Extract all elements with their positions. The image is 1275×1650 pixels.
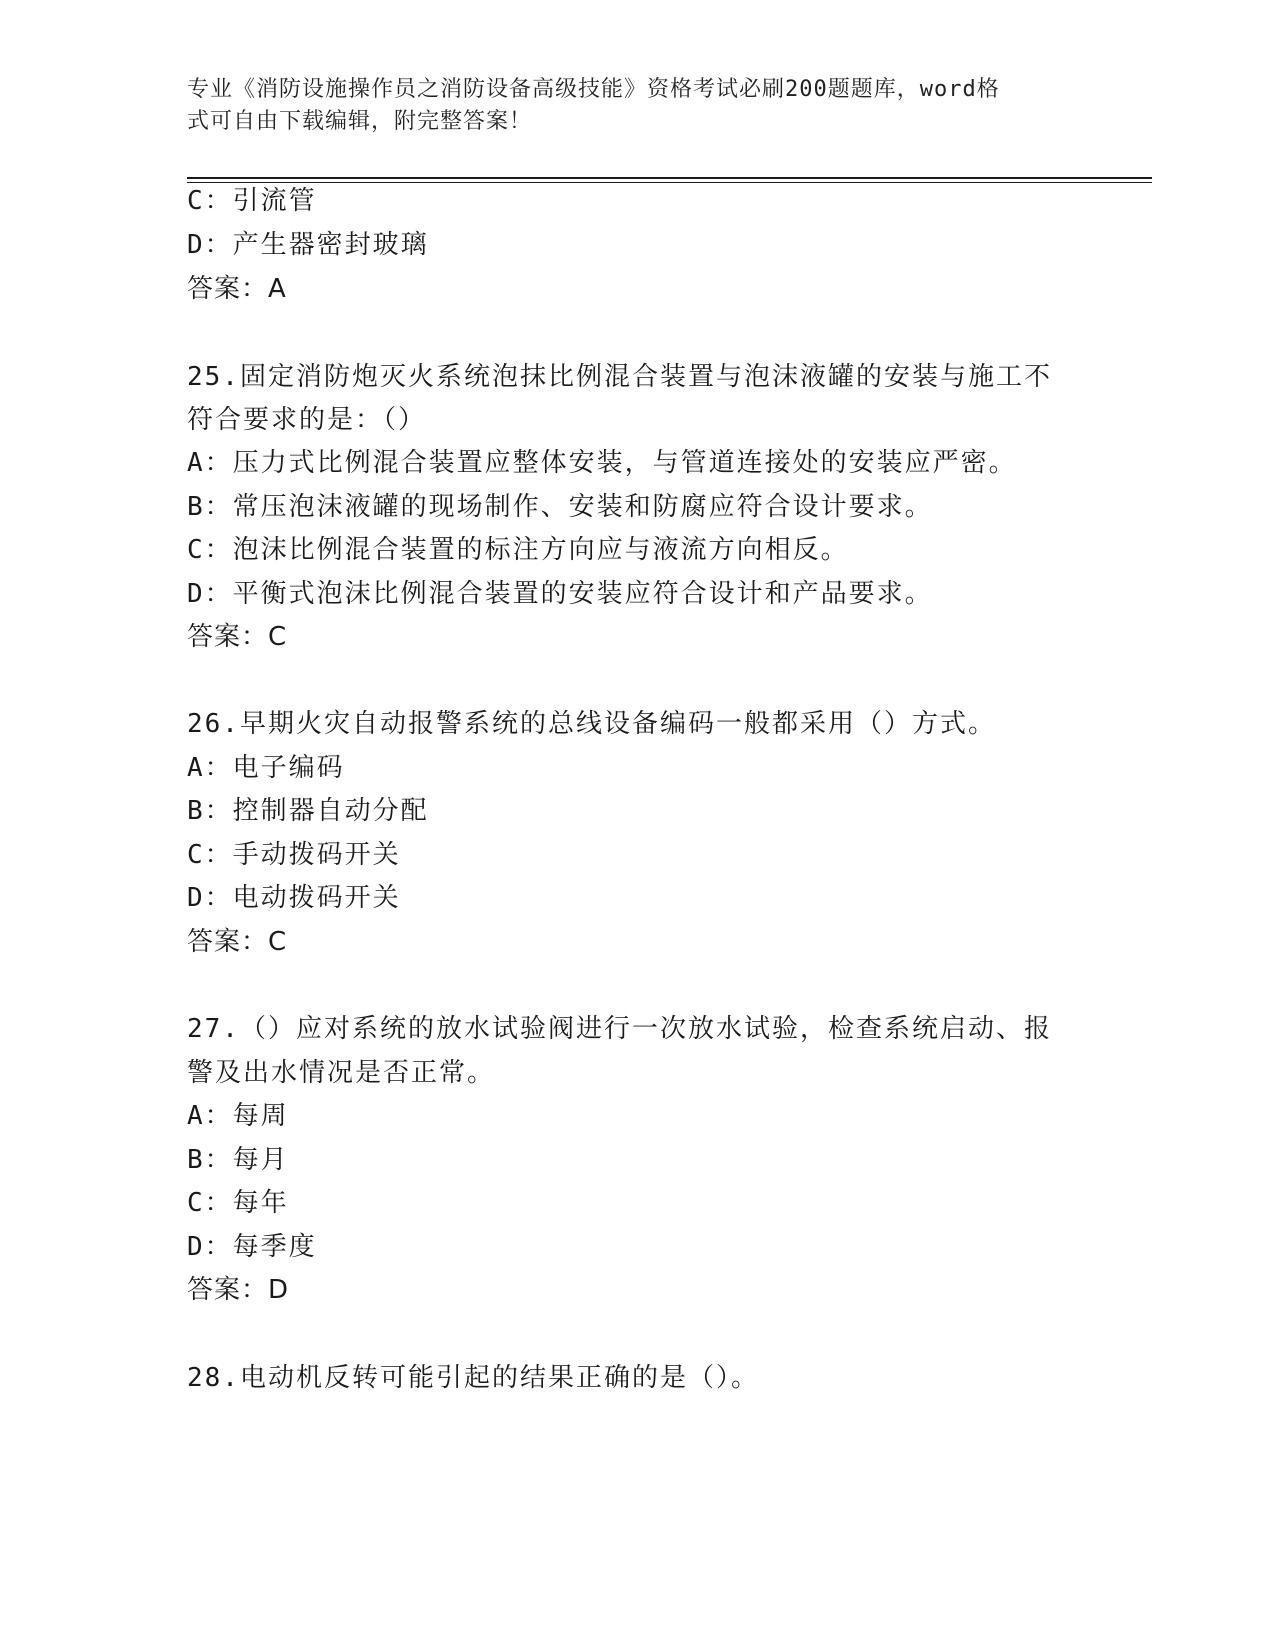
option-d: D：产生器密封玻璃 bbox=[187, 230, 429, 260]
option-c: C：泡沫比例混合装置的标注方向应与液流方向相反。 bbox=[187, 535, 849, 565]
option-d: D：每季度 bbox=[187, 1232, 317, 1262]
answer-line: 答案：D bbox=[187, 1275, 290, 1305]
option-c: C：手动拨码开关 bbox=[187, 840, 401, 870]
option-b: B：控制器自动分配 bbox=[187, 796, 429, 826]
answer-line: 答案：C bbox=[187, 622, 288, 652]
question-text: 28.电动机反转可能引起的结果正确的是（）。 bbox=[187, 1363, 759, 1393]
option-a: A：压力式比例混合装置应整体安装，与管道连接处的安装应严密。 bbox=[187, 448, 1017, 478]
option-a: A：电子编码 bbox=[187, 753, 345, 783]
header-line-1: 专业《消防设施操作员之消防设备高级技能》资格考试必刷200题题库，word格 bbox=[187, 77, 1000, 102]
document-header bbox=[187, 74, 1087, 138]
option-a: A：每周 bbox=[187, 1101, 289, 1131]
answer-line: 答案：C bbox=[187, 927, 288, 957]
question-text: 26.早期火灾自动报警系统的总线设备编码一般都采用（）方式。 bbox=[187, 709, 996, 739]
option-d: D：电动拨码开关 bbox=[187, 883, 401, 913]
question-text: 25.固定消防炮灭火系统泡抹比例混合装置与泡沫液罐的安装与施工不 bbox=[187, 362, 1052, 392]
header-divider-thick bbox=[187, 177, 1152, 179]
question-text-continued: 警及出水情况是否正常。 bbox=[187, 1058, 496, 1088]
option-d: D：平衡式泡沫比例混合装置的安装应符合设计和产品要求。 bbox=[187, 579, 933, 609]
header-divider-thin bbox=[187, 182, 1152, 183]
option-c: C：每年 bbox=[187, 1188, 289, 1218]
option-c: C：引流管 bbox=[187, 186, 317, 216]
answer-line: 答案：A bbox=[187, 274, 287, 304]
question-text-continued: 符合要求的是：（） bbox=[187, 405, 427, 435]
question-text: 27.（）应对系统的放水试验阀进行一次放水试验，检查系统启动、报 bbox=[187, 1014, 1052, 1044]
option-b: B：每月 bbox=[187, 1145, 289, 1175]
option-b: B：常压泡沫液罐的现场制作、安装和防腐应符合设计要求。 bbox=[187, 492, 933, 522]
header-line-2: 式可自由下载编辑，附完整答案！ bbox=[187, 109, 533, 134]
